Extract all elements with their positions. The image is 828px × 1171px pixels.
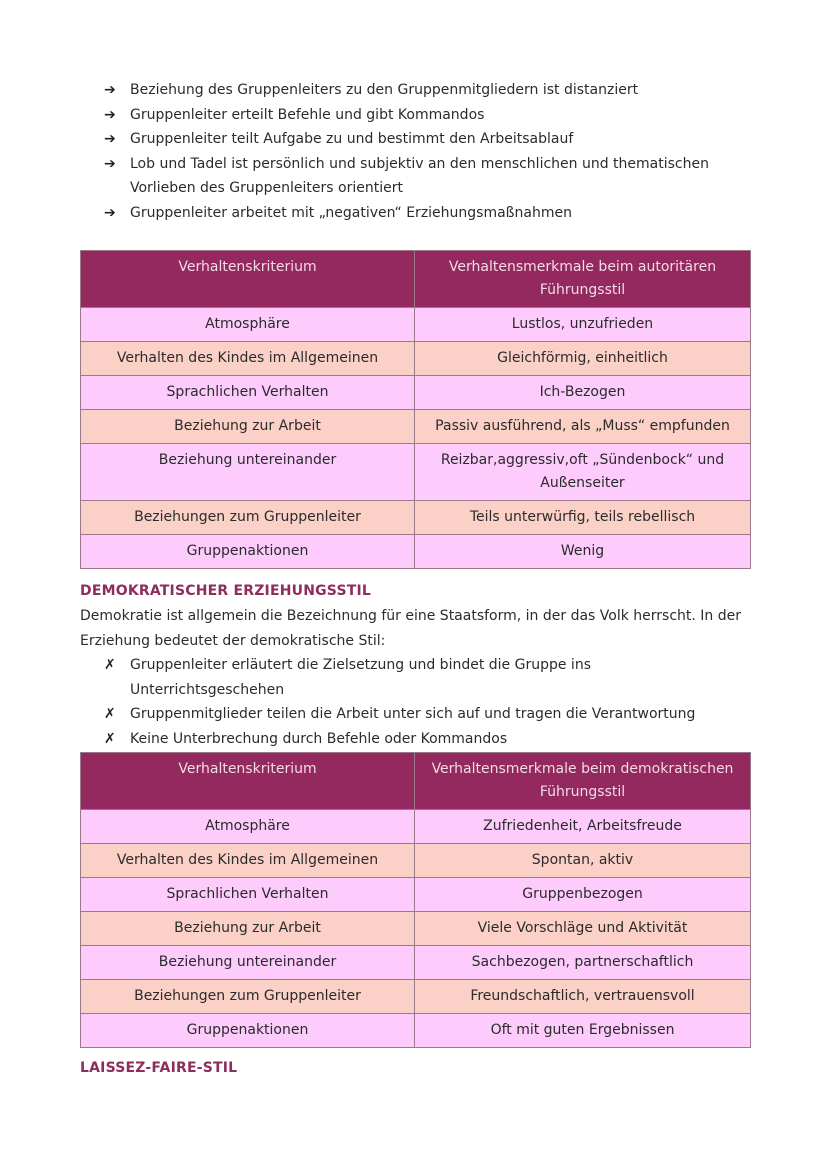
table-cell: Teils unterwürfig, teils rebellisch	[415, 501, 751, 535]
list-item: ➔ Gruppenleiter arbeitet mit „negativen“ Erziehungsmaßnahmen	[104, 201, 744, 226]
democratic-characteristics-list	[104, 653, 744, 751]
table-cell: Freundschaftlich, vertrauensvoll	[415, 980, 751, 1014]
table-cell: Sprachlichen Verhalten	[81, 376, 415, 410]
table-cell: Gleichförmig, einheitlich	[415, 342, 751, 376]
table-cell: Atmosphäre	[81, 308, 415, 342]
section-heading-laissez-faire: LAISSEZ-FAIRE-STIL	[80, 1060, 238, 1076]
table-header-row	[81, 753, 751, 810]
table-row	[81, 810, 751, 844]
list-item: ➔ Gruppenleiter erteilt Befehle und gibt Kommandos	[104, 103, 744, 128]
column-header: Verhaltenskriterium	[81, 251, 415, 308]
table-cell: Oft mit guten Ergebnissen	[415, 1014, 751, 1048]
table-row	[81, 501, 751, 535]
table-cell: Verhalten des Kindes im Allgemeinen	[81, 844, 415, 878]
arrow-right-icon: ➔	[104, 106, 116, 123]
authoritarian-behavior-table	[80, 250, 751, 569]
authoritarian-characteristics-list	[104, 78, 744, 225]
table-cell: Atmosphäre	[81, 810, 415, 844]
table-cell: Gruppenaktionen	[81, 1014, 415, 1048]
list-item: ✗ Keine Unterbrechung durch Befehle oder Kommandos	[104, 727, 744, 752]
table-cell: Spontan, aktiv	[415, 844, 751, 878]
table-cell: Beziehung zur Arbeit	[81, 912, 415, 946]
democratic-intro-paragraph: Demokratie ist allgemein die Bezeichnung für eine Staatsform, in der das Volk herrscht. In der Erziehung bedeutet der demokratische Stil:	[80, 608, 742, 649]
table-cell: Wenig	[415, 535, 751, 569]
table-row	[81, 308, 751, 342]
arrow-right-icon: ➔	[104, 204, 116, 221]
table-row	[81, 535, 751, 569]
table-row	[81, 946, 751, 980]
table-row	[81, 1014, 751, 1048]
table-row	[81, 980, 751, 1014]
list-item: ➔ Beziehung des Gruppenleiters zu den Gruppenmitgliedern ist distanziert	[104, 78, 744, 103]
list-item: ✗ Gruppenleiter erläutert die Zielsetzung und bindet die Gruppe ins Unterrichtsgeschehen	[104, 653, 744, 702]
table-cell: Gruppenbezogen	[415, 878, 751, 912]
table-cell: Beziehung zur Arbeit	[81, 410, 415, 444]
table-row	[81, 342, 751, 376]
table-row	[81, 376, 751, 410]
arrow-right-icon: ➔	[104, 82, 116, 98]
list-item: ➔ Gruppenleiter teilt Aufgabe zu und bestimmt den Arbeitsablauf	[104, 127, 744, 152]
table-header-row	[81, 251, 751, 308]
table-row	[81, 410, 751, 444]
table-cell: Sprachlichen Verhalten	[81, 878, 415, 912]
cross-mark-icon: ✗	[104, 730, 116, 747]
democratic-behavior-table	[80, 752, 751, 1048]
table-row	[81, 878, 751, 912]
table-cell: Beziehungen zum Gruppenleiter	[81, 980, 415, 1014]
table-cell: Gruppenaktionen	[81, 535, 415, 569]
table-cell: Verhalten des Kindes im Allgemeinen	[81, 342, 415, 376]
column-header: Verhaltensmerkmale beim demokratischen Führungsstil	[415, 753, 751, 810]
table-cell: Viele Vorschläge und Aktivität	[415, 912, 751, 946]
cross-mark-icon: ✗	[104, 706, 116, 722]
column-header: Verhaltenskriterium	[81, 753, 415, 810]
list-item: ➔ Lob und Tadel ist persönlich und subjektiv an den menschlichen und thematischen Vorlieben des Gruppenleiters orientiert	[104, 152, 744, 201]
table-cell: Sachbezogen, partnerschaftlich	[415, 946, 751, 980]
table-cell: Ich-Bezogen	[415, 376, 751, 410]
table-row	[81, 444, 751, 501]
table-cell: Passiv ausführend, als „Muss“ empfunden	[415, 410, 751, 444]
column-header: Verhaltensmerkmale beim autoritären Führungsstil	[415, 251, 751, 308]
table-cell: Beziehungen zum Gruppenleiter	[81, 501, 415, 535]
table-cell: Lustlos, unzufrieden	[415, 308, 751, 342]
section-heading-democratic: DEMOKRATISCHER ERZIEHUNGSSTIL	[80, 583, 372, 599]
table-cell: Zufriedenheit, Arbeitsfreude	[415, 810, 751, 844]
table-row	[81, 844, 751, 878]
cross-mark-icon: ✗	[104, 657, 116, 673]
table-row	[81, 912, 751, 946]
arrow-right-icon: ➔	[104, 131, 116, 147]
table-cell: Beziehung untereinander	[81, 946, 415, 980]
table-cell: Reizbar,aggressiv,oft „Sündenbock“ und Außenseiter	[415, 444, 751, 501]
arrow-right-icon: ➔	[104, 155, 116, 172]
table-cell: Beziehung untereinander	[81, 444, 415, 501]
list-item: ✗ Gruppenmitglieder teilen die Arbeit unter sich auf und tragen die Verantwortung	[104, 702, 744, 727]
